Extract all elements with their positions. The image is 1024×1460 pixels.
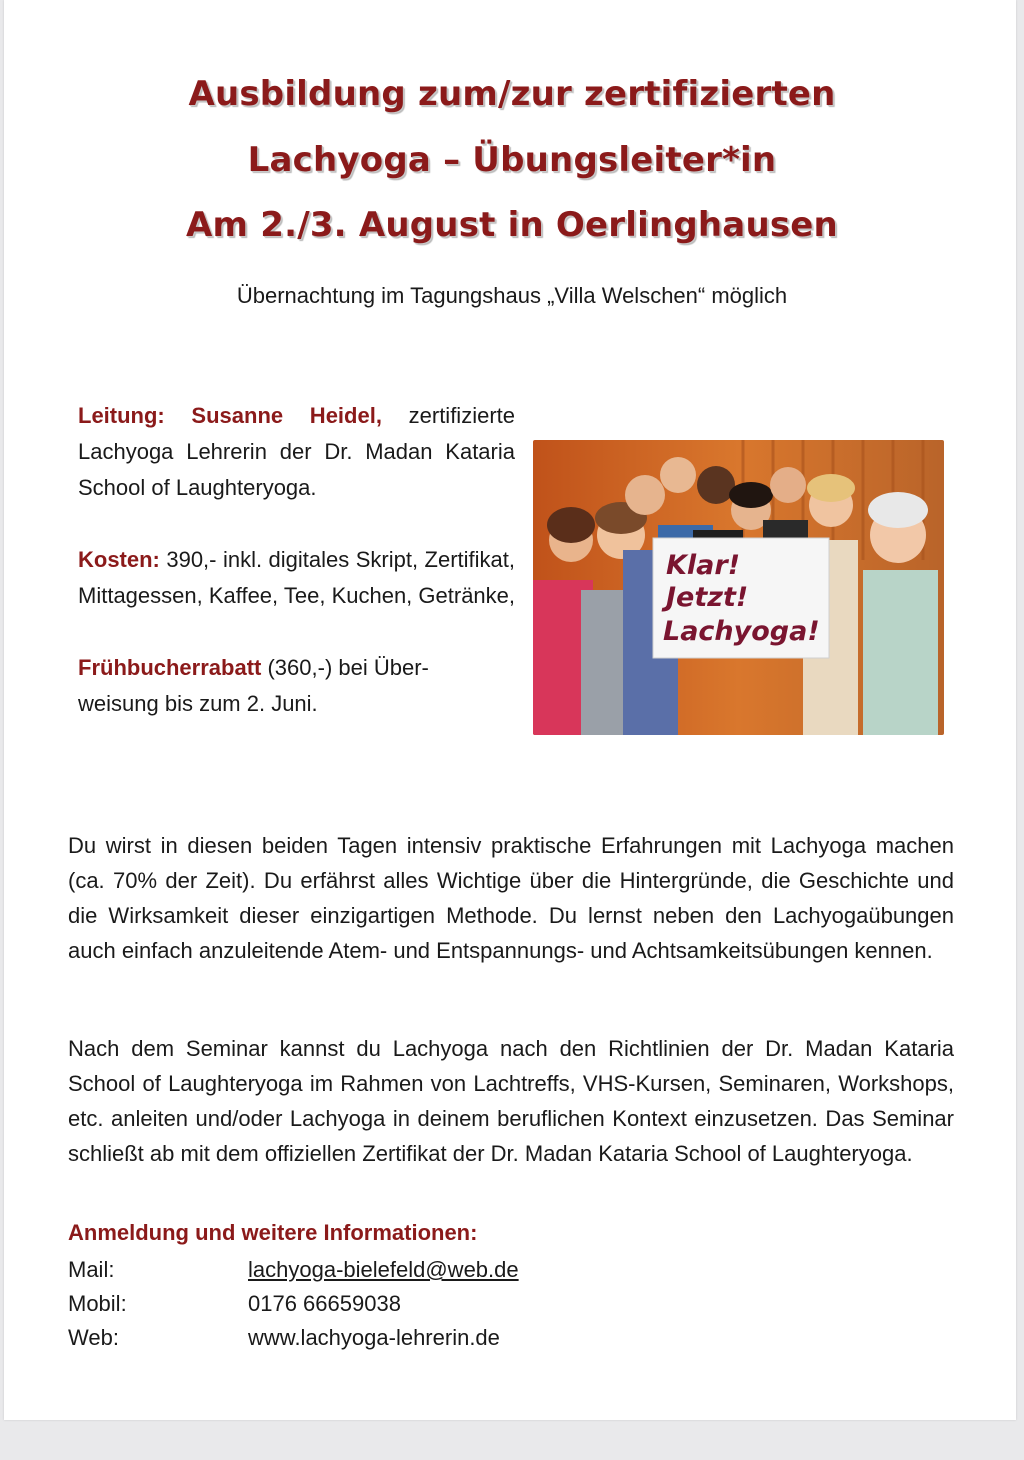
mail-link[interactable]: lachyoga-bielefeld@web.de	[248, 1257, 519, 1282]
contact-block	[68, 1253, 519, 1355]
rabatt-text-2: weisung bis zum 2. Juni.	[78, 691, 318, 716]
contact-row-mobil	[68, 1287, 519, 1321]
subtitle: Übernachtung im Tagungshaus „Villa Welschen“ möglich	[236, 283, 788, 308]
rabatt-label: Frühbucherrabatt	[78, 655, 262, 680]
leitung-label: Leitung: Susanne Heidel,	[78, 403, 382, 428]
web-value: www.lachyoga-lehrerin.de	[248, 1325, 500, 1350]
title-line-1: Ausbildung zum/zur zertifizierten	[188, 74, 836, 114]
title-line-2: Lachyoga – Übungsleiter*in	[247, 140, 777, 180]
info-column	[78, 398, 515, 722]
sign-line-2: Jetzt!	[666, 582, 749, 613]
mail-label: Mail:	[68, 1257, 115, 1282]
kosten-label: Kosten:	[78, 547, 160, 572]
description-paragraph-1	[68, 828, 954, 968]
group-photo	[533, 440, 944, 735]
leitung-text: zertifizierte Lachyoga Lehrerin der Dr. Madan Kataria School of Laughteryoga.	[78, 403, 515, 500]
description-paragraph-2	[68, 1031, 954, 1171]
kosten-block	[78, 542, 515, 614]
registration-heading: Anmeldung und weitere Informationen:	[68, 1220, 478, 1245]
rabatt-block	[78, 650, 515, 722]
contact-row-web	[68, 1321, 519, 1355]
title-line-3: Am 2./3. August in Oerlinghausen	[186, 205, 838, 245]
contact-row-mail	[68, 1253, 519, 1287]
mobil-label: Mobil:	[68, 1291, 127, 1316]
kosten-text: 390,- inkl. digitales Skript, Zertifikat, Mittagessen, Kaffee, Tee, Kuchen, Getränke,	[78, 547, 516, 608]
leitung-block	[78, 398, 515, 506]
sign-line-3: Lachyoga!	[663, 616, 820, 647]
paragraph-2-text: Nach dem Seminar kannst du Lachyoga nach den Richtlinien der Dr. Madan Kataria School of Laughteryoga im Rahmen von Lachtreffs, VHS-Kursen, Seminaren, Workshops, etc. anleiten und/oder Lachyoga in deinem beruflichen Kontext einzusetzen. Das Seminar schließt ab mit dem offiziellen Zertifikat der Dr. Madan Kataria School of Laughteryoga.	[68, 1036, 954, 1166]
mobil-value: 0176 66659038	[248, 1291, 401, 1316]
rabatt-text-1: (360,-) bei Über-	[261, 655, 429, 680]
sign-line-1: Klar!	[666, 550, 741, 581]
paragraph-1-text: Du wirst in diesen beiden Tagen intensiv praktische Erfahrungen mit Lachyoga machen (ca. 70% der Zeit). Du erfährst alles Wichtige über die Hintergründe, die Geschichte und die Wirksamkeit dieser einzigartigen Methode. Du lernst neben den Lachyogaübungen auch einfach anzuleitende Atem- und Entspannungs- und Achtsamkeitsübungen kennen.	[68, 833, 954, 963]
web-label: Web:	[68, 1325, 119, 1350]
